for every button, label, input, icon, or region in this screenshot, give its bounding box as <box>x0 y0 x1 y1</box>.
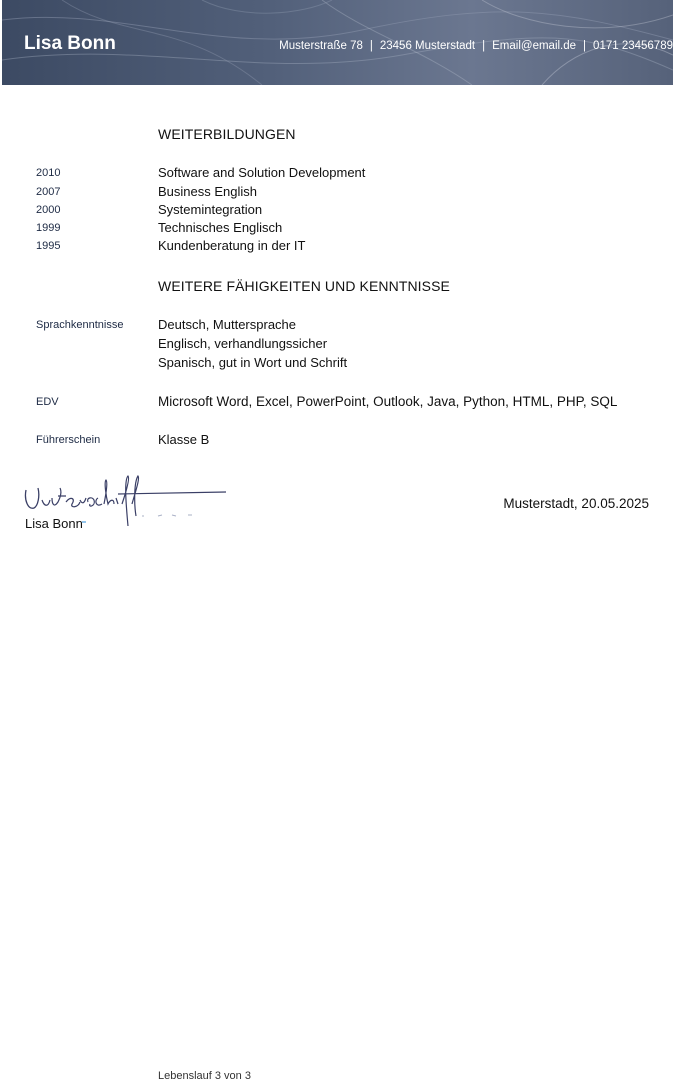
item-text: Software and Solution Development <box>158 165 366 180</box>
language-item: Spanisch, gut in Wort und Schrift <box>158 355 348 370</box>
item-text: Systemintegration <box>158 202 263 217</box>
list-item <box>0 220 675 238</box>
languages-label: Sprachkenntnisse <box>36 319 124 331</box>
language-item: Deutsch, Muttersprache <box>158 317 297 332</box>
page-footer: Lebenslauf 3 von 3 <box>158 1070 251 1082</box>
contact-city: 23456 Musterstadt <box>379 40 476 52</box>
list-item <box>0 238 675 256</box>
skills-row-edv <box>0 394 675 412</box>
contact-email[interactable]: Email@email.de <box>492 40 577 52</box>
contact-address: Musterstraße 78 <box>279 40 363 52</box>
signature-name: Lisa Bonn <box>25 516 83 531</box>
item-year: 2010 <box>36 167 61 179</box>
edv-label: EDV <box>36 396 59 408</box>
contact-phone: 0171 23456789 <box>593 40 673 52</box>
contact-line <box>279 40 673 52</box>
list-item <box>0 184 675 202</box>
item-text: Business English <box>158 184 257 199</box>
separator: | <box>583 40 587 52</box>
list-item <box>0 165 675 183</box>
item-year: 2000 <box>36 204 61 216</box>
section-title-faehigkeiten: WEITERE FÄHIGKEITEN UND KENNTNISSE <box>158 278 450 294</box>
separator: | <box>369 40 373 52</box>
skills-row-languages <box>0 317 675 335</box>
item-year: 1999 <box>36 222 61 234</box>
header-banner <box>2 0 673 85</box>
list-item <box>0 202 675 220</box>
license-label: Führerschein <box>36 434 101 446</box>
item-year: 2007 <box>36 186 61 198</box>
skills-row-license <box>0 432 675 450</box>
edv-value: Microsoft Word, Excel, PowerPoint, Outlook, Java, Python, HTML, PHP, SQL <box>158 394 618 409</box>
item-text: Kundenberatung in der IT <box>158 238 306 253</box>
separator: | <box>482 40 486 52</box>
header-name: Lisa Bonn <box>24 33 116 54</box>
item-year: 1995 <box>36 240 61 252</box>
place-date: Musterstadt, 20.05.2025 <box>503 496 649 511</box>
language-item: Englisch, verhandlungssicher <box>158 336 328 351</box>
item-text: Technisches Englisch <box>158 220 283 235</box>
license-value: Klasse B <box>158 432 210 447</box>
section-title-weiterbildungen: WEITERBILDUNGEN <box>158 126 296 142</box>
